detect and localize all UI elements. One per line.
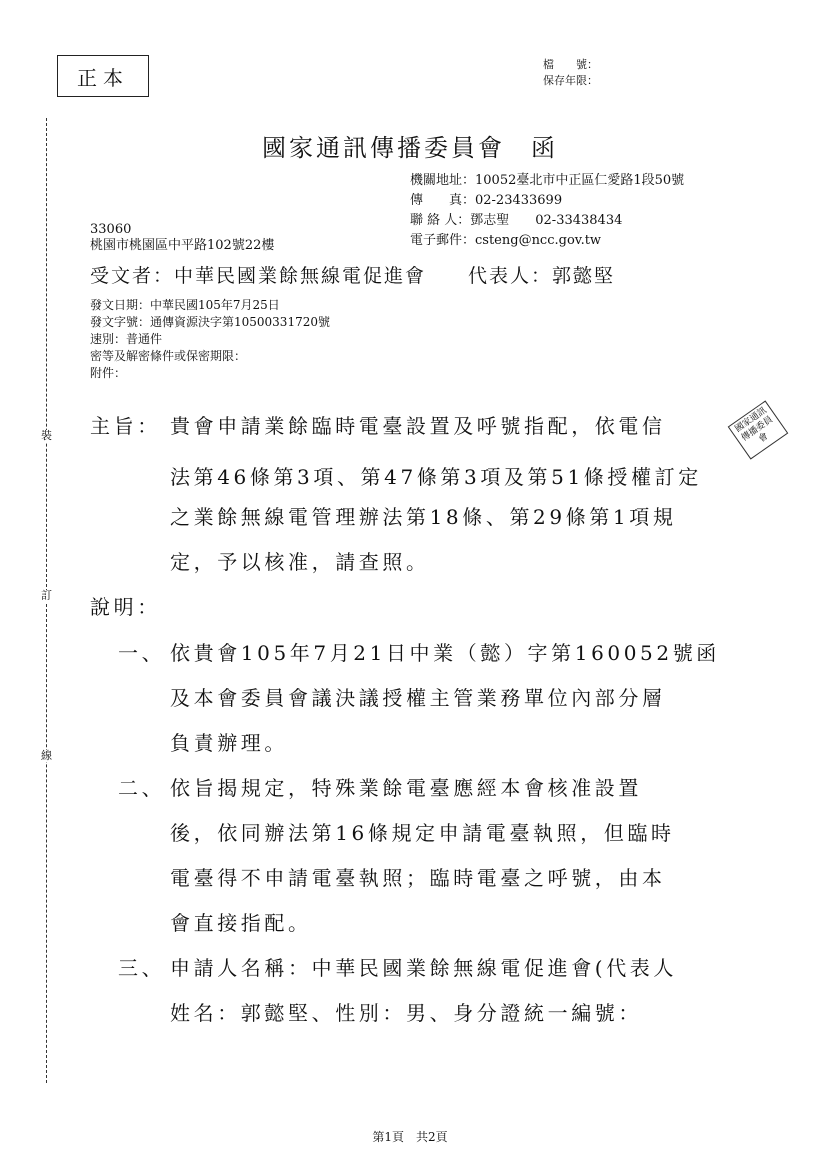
subject-label: 主旨： [90, 414, 161, 438]
sender-contact: 聯 絡 人：鄧志聖 02-33438434 [410, 213, 623, 228]
document-type: 函 [531, 134, 558, 162]
item-line: 負責辦理。 [170, 731, 288, 755]
binding-mark-xian: 線 [41, 749, 52, 762]
document-number: 發文字號：通傳資源決字第10500331720號 [90, 315, 330, 329]
item-marker: 二、 [118, 776, 166, 800]
attachments: 附件： [90, 366, 127, 380]
stamp-text: 國家通訊傳播委員會 [733, 405, 776, 445]
copy-label: 正本 [77, 65, 129, 90]
issue-date: 發文日期：中華民國105年7月25日 [90, 298, 280, 312]
page-footer: 第1頁 共2頁 [372, 1130, 448, 1144]
subject-line: 之業餘無線電管理辦法第18條、第29條第1項規 [170, 505, 677, 529]
subject-line: 法第46條第3項、第47條第3項及第51條授權訂定 [170, 465, 702, 489]
document-title [0, 128, 820, 163]
explanation-label: 說明： [90, 595, 161, 619]
recipient-postal-code: 33060 [90, 222, 132, 237]
item-line: 電臺得不申請電臺執照；臨時電臺之呼號，由本 [170, 866, 666, 890]
item-line: 依貴會105年7月21日中業（懿）字第160052號函 [170, 641, 720, 665]
meta-block [90, 297, 330, 382]
recipient-line: 受文者：中華民國業餘無線電促進會 代表人：郭懿堅 [90, 265, 616, 287]
item-marker: 一、 [118, 641, 166, 665]
agency-name: 國家通訊傳播委員會 [262, 134, 505, 162]
item-line: 後，依同辦法第16條規定申請電臺執照，但臨時 [170, 821, 675, 845]
subject-line: 定，予以核准，請查照。 [170, 550, 430, 574]
archive-file-no: 檔 號： [543, 58, 598, 71]
classification: 密等及解密條件或保密期限： [90, 349, 247, 363]
item-line: 會直接指配。 [170, 911, 312, 935]
subject-line: 貴會申請業餘臨時電臺設置及呼號指配，依電信 [170, 414, 666, 438]
item-line: 姓名：郭懿堅、性別：男、身分證統一編號： [170, 1001, 642, 1025]
recipient-address-block [90, 222, 274, 254]
recipient-address: 桃園市桃園區中平路102號22樓 [90, 238, 275, 253]
archive-retention: 保存年限： [543, 74, 598, 87]
item-line: 申請人名稱：中華民國業餘無線電促進會(代表人 [170, 956, 678, 980]
sender-email: 電子郵件：csteng@ncc.gov.tw [410, 233, 602, 248]
item-line: 依旨揭規定，特殊業餘電臺應經本會核准設置 [170, 776, 642, 800]
delivery-speed: 速別：普通件 [90, 332, 163, 346]
binding-mark-ding: 訂 [41, 589, 52, 602]
binding-mark-zhuang: 裝 [41, 429, 52, 442]
sender-fax: 傳 真：02-23433699 [410, 193, 563, 208]
sender-address: 機關地址：10052臺北市中正區仁愛路1段50號 [410, 173, 685, 188]
item-line: 及本會委員會議決議授權主管業務單位內部分層 [170, 686, 666, 710]
item-marker: 三、 [118, 956, 166, 980]
copy-label-box [57, 55, 149, 97]
sender-info [410, 171, 684, 251]
received-stamp [728, 400, 789, 459]
